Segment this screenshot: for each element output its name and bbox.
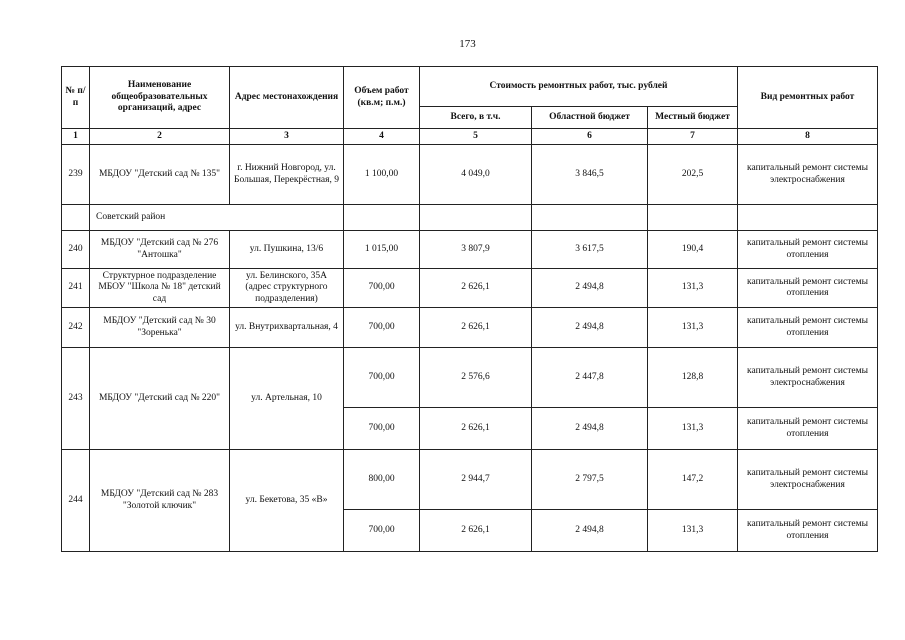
column-number: 8 [738,129,878,145]
row-num: 243 [62,348,90,450]
column-number: 3 [230,129,344,145]
row-num: 242 [62,308,90,348]
header-num: № п/п [62,67,90,129]
row-cost-local: 202,5 [648,145,738,205]
row-num: 239 [62,145,90,205]
row-volume: 700,00 [344,308,420,348]
row-cost-regional: 2 494,8 [532,408,648,450]
row-cost-local: 131,3 [648,408,738,450]
row-volume: 700,00 [344,269,420,308]
header-work-type: Вид ремонтных работ [738,67,878,129]
table-row [62,308,878,348]
row-name: МБДОУ "Детский сад № 135" [90,145,230,205]
row-volume: 1 100,00 [344,145,420,205]
row-name: МБДОУ "Детский сад № 283 "Золотой ключик" [90,450,230,552]
row-name: Структурное подразделение МБОУ "Школа № 18" детский сад [90,269,230,308]
row-cost-total: 2 626,1 [420,510,532,552]
row-cost-local: 131,3 [648,269,738,308]
repair-works-table [61,66,878,552]
district-row [62,205,878,231]
header-name: Наименование общеобразовательных организаций, адрес [90,67,230,129]
row-volume: 1 015,00 [344,231,420,269]
header-cost-regional: Областной бюджет [532,107,648,129]
header-cost-total: Всего, в т.ч. [420,107,532,129]
row-volume: 700,00 [344,408,420,450]
row-address: ул. Белинского, 35А (адрес структурного подразделения) [230,269,344,308]
column-number: 6 [532,129,648,145]
row-address: ул. Бекетова, 35 «В» [230,450,344,552]
row-cost-total: 2 576,6 [420,348,532,408]
row-volume: 800,00 [344,450,420,510]
row-volume: 700,00 [344,510,420,552]
column-number: 2 [90,129,230,145]
row-work-type: капитальный ремонт системы отопления [738,308,878,348]
column-number: 1 [62,129,90,145]
row-work-type: капитальный ремонт системы отопления [738,408,878,450]
district-name: Советский район [90,205,344,231]
row-cost-total: 3 807,9 [420,231,532,269]
row-address: ул. Артельная, 10 [230,348,344,450]
row-name: МБДОУ "Детский сад № 220" [90,348,230,450]
row-address: ул. Пушкина, 13/6 [230,231,344,269]
row-cost-total: 2 944,7 [420,450,532,510]
row-cost-total: 2 626,1 [420,308,532,348]
row-name: МБДОУ "Детский сад № 276 "Антошка" [90,231,230,269]
row-work-type: капитальный ремонт системы электроснабжения [738,145,878,205]
header-volume: Объем работ (кв.м; п.м.) [344,67,420,129]
row-address: г. Нижний Новгород, ул. Большая, Перекрёстная, 9 [230,145,344,205]
row-cost-local: 190,4 [648,231,738,269]
column-number-row [62,129,878,145]
row-cost-local: 128,8 [648,348,738,408]
row-work-type: капитальный ремонт системы электроснабжения [738,450,878,510]
row-cost-total: 2 626,1 [420,408,532,450]
column-number: 5 [420,129,532,145]
row-cost-regional: 2 494,8 [532,308,648,348]
page-number: 173 [459,38,476,50]
row-cost-local: 131,3 [648,510,738,552]
row-work-type: капитальный ремонт системы отопления [738,231,878,269]
table-row [62,145,878,205]
table-row [62,269,878,308]
header-row-1 [62,67,878,107]
header-cost-local: Местный бюджет [648,107,738,129]
table-row [62,348,878,408]
row-cost-local: 147,2 [648,450,738,510]
column-number: 7 [648,129,738,145]
row-address: ул. Внутрихвартальная, 4 [230,308,344,348]
row-work-type: капитальный ремонт системы отопления [738,510,878,552]
row-cost-regional: 2 447,8 [532,348,648,408]
row-cost-regional: 3 846,5 [532,145,648,205]
row-num: 240 [62,231,90,269]
row-num: 241 [62,269,90,308]
row-cost-regional: 3 617,5 [532,231,648,269]
row-work-type: капитальный ремонт системы электроснабжения [738,348,878,408]
header-cost-group: Стоимость ремонтных работ, тыс. рублей [420,67,738,107]
table-row [62,231,878,269]
row-cost-total: 4 049,0 [420,145,532,205]
row-cost-total: 2 626,1 [420,269,532,308]
row-volume: 700,00 [344,348,420,408]
row-cost-local: 131,3 [648,308,738,348]
table-row [62,450,878,510]
column-number: 4 [344,129,420,145]
row-cost-regional: 2 494,8 [532,269,648,308]
row-num: 244 [62,450,90,552]
header-address: Адрес местонахождения [230,67,344,129]
row-name: МБДОУ "Детский сад № 30 "Зоренька" [90,308,230,348]
row-cost-regional: 2 494,8 [532,510,648,552]
row-work-type: капитальный ремонт системы отопления [738,269,878,308]
row-cost-regional: 2 797,5 [532,450,648,510]
